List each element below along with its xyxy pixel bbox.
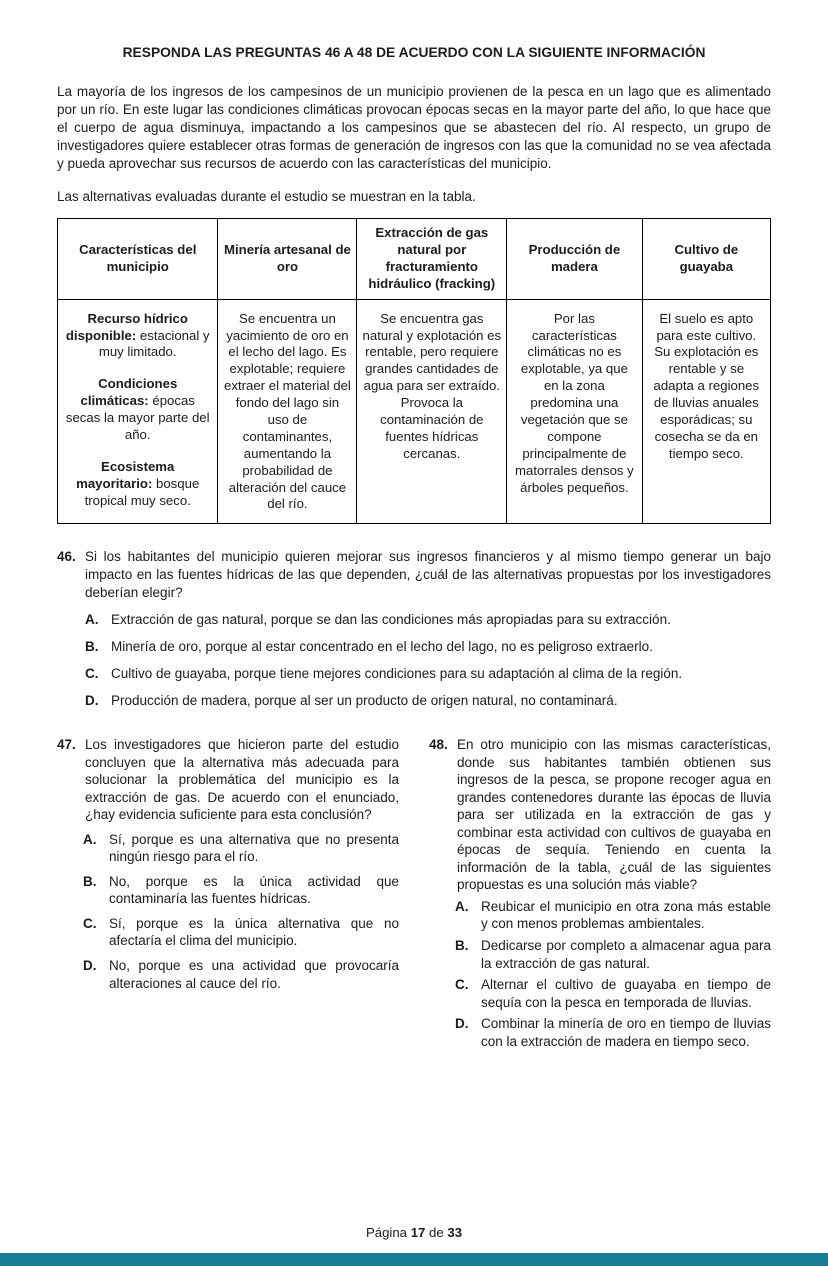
table-header-madera: Producción de madera xyxy=(507,219,642,300)
option-text: Dedicarse por completo a almacenar agua para la extracción de gas natural. xyxy=(481,938,771,971)
option-text: Combinar la minería de oro en tiempo de lluvias con la extracción de madera en tiempo seco. xyxy=(481,1016,771,1049)
table-header-gas-fracking: Extracción de gas natural por fracturamiento hidráulico (fracking) xyxy=(357,219,507,300)
caracteristica-label: Condiciones climáticas: xyxy=(80,376,178,409)
caracteristica-condiciones-climaticas xyxy=(63,376,212,444)
alternatives-table xyxy=(57,218,771,524)
option-46-d xyxy=(85,692,771,710)
question-text: Si los habitantes del municipio quieren mejorar sus ingresos financieros y al mismo tiempo generar un bajo impacto en las fuentes hídricas de las que dependen, ¿cuál de las alternativas propuestas por los investigadores deberían elegir? xyxy=(85,549,771,601)
page-footer xyxy=(0,1225,828,1240)
caracteristica-label: Ecosistema mayoritario: xyxy=(76,458,175,491)
option-46-c xyxy=(85,665,771,683)
question-number: 47. xyxy=(57,736,76,752)
option-text: Cultivo de guayaba, porque tiene mejores condiciones para su adaptación al clima de la región. xyxy=(111,666,683,682)
option-text: Sí, porque es una alternativa que no presenta ningún riesgo para el río. xyxy=(109,831,399,865)
question-46-stem xyxy=(57,548,771,602)
option-text: Producción de madera, porque al ser un producto de origen natural, no contaminará. xyxy=(111,693,618,709)
option-text: Sí, porque es la única alternativa que no afectaría el clima del municipio. xyxy=(109,915,399,949)
question-48 xyxy=(429,736,771,1050)
footer-of: de xyxy=(429,1225,444,1240)
option-47-b xyxy=(83,873,399,908)
table-caption: Las alternativas evaluadas durante el estudio se muestran en la tabla. xyxy=(57,189,476,205)
caracteristica-text: bosque tropical muy seco. xyxy=(84,475,200,508)
option-48-c xyxy=(455,976,771,1011)
caracteristica-text: épocas secas la mayor parte del año. xyxy=(65,393,210,442)
option-text: Extracción de gas natural, porque se dan las condiciones más apropiadas para su extracción. xyxy=(111,612,671,628)
option-text: No, porque es la única actividad que contaminaría las fuentes hídricas. xyxy=(109,873,399,907)
option-letter: A. xyxy=(83,831,97,847)
caracteristica-ecosistema xyxy=(63,459,212,510)
option-letter: B. xyxy=(83,873,97,889)
caracteristica-recurso-hidrico xyxy=(63,311,212,362)
question-46 xyxy=(57,548,771,710)
table-body-row xyxy=(58,299,771,524)
question-number: 48. xyxy=(429,736,448,752)
caracteristica-text: estacional y muy limitado. xyxy=(98,327,210,360)
question-46-options xyxy=(85,611,771,710)
cell-madera: Por las características climáticas no es explotable, ya que en la zona predomina una vegetación que se compone principalmente de matorrales densos y árboles pequeños. xyxy=(507,299,642,524)
option-letter: B. xyxy=(455,938,469,953)
option-46-b xyxy=(85,638,771,656)
table-header-mineria: Minería artesanal de oro xyxy=(218,219,357,300)
option-48-b xyxy=(455,937,771,972)
option-letter: A. xyxy=(85,612,99,628)
option-text: No, porque es una actividad que provocaría alteraciones al cauce del río. xyxy=(109,958,399,991)
question-text: Los investigadores que hicieron parte del estudio concluyen que la alternativa más adecuada para solucionar la problemática del municipio es la extracción de gas. De acuerdo con el enunciado, ¿hay evidencia suficiente para esta conclusión? xyxy=(85,736,399,823)
option-text: Minería de oro, porque al estar concentrado en el lecho del lago, no es peligroso extraerlo. xyxy=(111,639,653,655)
intro-paragraph: La mayoría de los ingresos de los campesinos de un municipio provienen de la pesca en un lago que es alimentado por un río. En este lugar las condiciones climáticas provocan épocas secas en la mayor parte del año, lo que hace que el cuerpo de agua disminuya, impactando a los campesinos que se abastecen del río. Al respecto, un grupo de investigadores quiere establecer otras formas de generación de ingresos con las que la comunidad no se vea afectada y pueda aprovechar sus recursos de acuerdo con las características del municipio. xyxy=(57,84,771,172)
section-title: RESPONDA LAS PREGUNTAS 46 A 48 DE ACUERDO CON LA SIGUIENTE INFORMACIÓN xyxy=(122,45,706,60)
two-column-questions xyxy=(57,736,771,1050)
option-letter: C. xyxy=(83,915,97,931)
cell-mineria: Se encuentra un yacimiento de oro en el lecho del lago. Es explotable; requiere extraer el material del fondo del lago sin uso de contaminantes, aumentando la probabilidad de alteración del cauce del río. xyxy=(218,299,357,524)
option-text: Alternar el cultivo de guayaba en tiempo de sequía con la pesca en temporada de lluvias. xyxy=(481,977,771,1010)
table-header-guayaba: Cultivo de guayaba xyxy=(642,219,770,300)
page-total: 33 xyxy=(447,1225,463,1240)
caracteristica-label: Recurso hídrico disponible: xyxy=(65,310,188,343)
option-text: Reubicar el municipio en otra zona más estable y con menos problemas ambientales. xyxy=(481,898,771,932)
question-number: 46. xyxy=(57,549,76,565)
question-47-stem xyxy=(57,736,399,824)
bottom-accent-bar xyxy=(0,1253,828,1266)
option-47-c xyxy=(83,915,399,950)
option-48-d xyxy=(455,1015,771,1050)
question-47-options xyxy=(83,831,399,992)
cell-gas-fracking: Se encuentra gas natural y explotación es rentable, pero requiere grandes cantidades de agua para ser extraído. Provoca la contaminación de fuentes hídricas cercanas. xyxy=(357,299,507,524)
question-48-stem xyxy=(429,736,771,894)
option-letter: D. xyxy=(83,958,97,973)
option-letter: D. xyxy=(455,1016,469,1032)
option-48-a xyxy=(455,898,771,933)
option-47-a xyxy=(83,831,399,866)
option-letter: C. xyxy=(455,977,469,993)
option-47-d xyxy=(83,957,399,992)
option-letter: C. xyxy=(85,666,99,682)
option-letter: A. xyxy=(455,898,469,914)
question-text: En otro municipio con las mismas características, donde sus habitantes también obtienen sus ingresos de la pesca, se propone recoger agua en grandes contenedores durante las épocas de lluvia para ser utilizada en la extracción de gas y combinar esta actividad con cultivos de guayaba en épocas de sequía. Teniendo en cuenta la información de la tabla, ¿cuál de las siguientes propuestas es una solución más viable? xyxy=(457,736,771,893)
option-letter: B. xyxy=(85,639,99,655)
page-number: 17 xyxy=(410,1225,426,1240)
question-47 xyxy=(57,736,399,1050)
footer-label: Página xyxy=(365,1225,408,1240)
option-46-a xyxy=(85,611,771,629)
question-48-options xyxy=(455,898,771,1050)
table-header-row xyxy=(58,219,771,300)
option-letter: D. xyxy=(85,693,99,709)
cell-guayaba: El suelo es apto para este cultivo. Su explotación es rentable y se adapta a regiones de lluvias anuales esporádicas; su cosecha se da en tiempo seco. xyxy=(642,299,770,524)
table-header-caracteristicas: Características del municipio xyxy=(58,219,218,300)
cell-caracteristicas xyxy=(58,299,218,524)
